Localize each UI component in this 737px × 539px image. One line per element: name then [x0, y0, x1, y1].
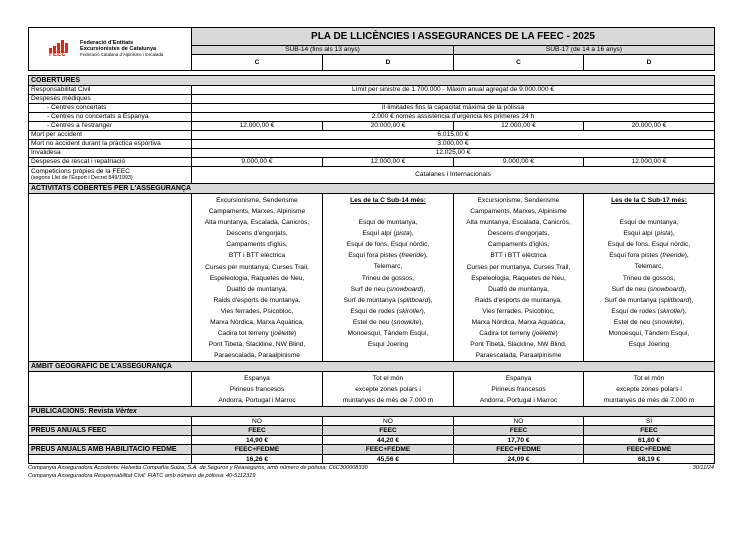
- activity-item: Curses per muntanya, Curses Trail,: [466, 263, 571, 271]
- activity-item: Paraescalada, Paraalpinisme: [475, 352, 562, 360]
- geo-sub14-d: [323, 372, 454, 407]
- activity-item: Surf de neu (snowboard),: [611, 285, 687, 293]
- activity-item: Esquí fora pistes (freeride),: [348, 252, 428, 260]
- section-ambit: ÀMBIT GEOGRÀFIC DE L'ASSEGURANÇA: [29, 362, 715, 372]
- preu-sub17-d: 61,80 €: [584, 436, 715, 445]
- activitats-label-empty: [29, 194, 192, 362]
- activity-item: Esquí de fons, Esquí nòrdic,: [346, 241, 430, 249]
- activity-item: Campaments d'iglús,: [487, 241, 550, 249]
- preus-head-sub14-c: FEEC: [192, 426, 323, 436]
- rescat-sub14-c: 9.000,00 €: [192, 158, 323, 167]
- preu-hab-sub14-c: 16,26 €: [192, 455, 323, 464]
- activity-item: Surf de muntanya (splitboard),: [343, 296, 433, 304]
- activity-item: Telemarc,: [634, 263, 664, 271]
- ambit-label-empty: [29, 372, 192, 407]
- preus-head-sub17-d: FEEC: [584, 426, 715, 436]
- preus-hab-head-sub14-d: FEEC+FEDME: [323, 445, 454, 455]
- preu-sub17-c: 17,70 €: [454, 436, 584, 445]
- geo-sub17-d: [584, 372, 715, 407]
- activity-item: Campaments d'iglús,: [226, 241, 288, 249]
- activity-item: Descens d'engorjats,: [487, 230, 550, 238]
- activities-sub17-c: [454, 194, 584, 362]
- row-label-mort-accident: Mort per accident: [29, 131, 192, 140]
- preus-hab-head-sub17-c: FEEC+FEDME: [454, 445, 584, 455]
- activity-item: BTT i BTT elèctrica: [490, 252, 547, 260]
- activities-d14-header: Les de la C Sub-14 més:: [350, 197, 426, 204]
- activity-item: Espeleologia, Raquetes de Neu,: [209, 274, 305, 282]
- geo-item: Tot el món: [372, 375, 404, 383]
- publicacions-title: Vèrtex: [115, 408, 137, 416]
- activity-item: Monoesquí, Tàndem Esquí,: [347, 330, 429, 338]
- geo-item: muntanyes de més de 7.000 m: [603, 397, 695, 405]
- rescat-sub17-d: 12.000,00 €: [584, 158, 715, 167]
- logo-line-1: Federació d'Entitats: [80, 40, 134, 46]
- geo-item: Andorra, Portugal i Marroc: [218, 397, 296, 405]
- activity-item: Curses per muntanya, Curses Trail,: [205, 263, 309, 271]
- row-label-centres-concertats: - Centres concertats: [29, 104, 192, 113]
- feec-logo-icon: [49, 39, 75, 59]
- geo-item: Pirineus francesos: [491, 386, 546, 394]
- activity-item: Marxa Nòrdica, Marxa Aquàtica,: [471, 319, 566, 327]
- estranger-sub14-d: 20.000,00 €: [323, 122, 454, 131]
- activity-item: Esquí fora pistes (freeride),: [609, 252, 689, 260]
- col-header-sub14-d: D: [323, 55, 454, 71]
- geo-item: Espanya: [244, 375, 270, 383]
- logo-line-3: Federació Catalana d'Alpinisme i Escalada: [80, 52, 164, 57]
- activity-item: Raids d'esports de muntanya,: [474, 296, 563, 304]
- invalidesa-value: 12.025,00 €: [192, 149, 715, 158]
- page-title: PLA DE LLICÈNCIES I ASSEGURANCES DE LA FEEC - 2025: [192, 28, 715, 46]
- activities-sub17-d: [584, 194, 715, 362]
- rescat-sub17-c: 9.000,00 €: [454, 158, 584, 167]
- geo-item: muntanyes de més de 7.000 m: [342, 397, 434, 405]
- activity-item: Raids d'esports de muntanya,: [213, 296, 301, 304]
- geo-sub14-c: [192, 372, 323, 407]
- feec-logo: [29, 32, 191, 66]
- activity-item: Surf de neu (snowboard),: [350, 285, 426, 293]
- geo-item: Tot el món: [633, 375, 665, 383]
- geo-item: excepte zones polars i: [616, 386, 682, 394]
- preu-sub14-c: 14,90 €: [192, 436, 323, 445]
- activity-item: Vies ferrades, Psicobloc,: [482, 307, 555, 315]
- row-label-invalidesa: Invalidesa: [29, 149, 192, 158]
- publicacions-label: PUBLICACIONS: Revista: [31, 408, 116, 416]
- centres-concertats-value: Il·limitades fins la capacitat màxima de la pòlissa: [192, 104, 715, 113]
- activity-item: Trineu de gossos,: [622, 274, 676, 282]
- col-header-sub17-d: D: [584, 55, 715, 71]
- activity-item: Campaments, Marxes, Alpinisme: [208, 208, 306, 216]
- competicions-label: Competicions pròpies de la FEEC: [31, 168, 130, 175]
- activity-item: Marxa Nòrdica, Marxa Aquàtica,: [210, 319, 304, 327]
- preu-hab-sub14-d: 45,56 €: [323, 455, 454, 464]
- preus-head-sub17-c: FEEC: [454, 426, 584, 436]
- col-header-sub17-c: C: [454, 55, 584, 71]
- geo-item: Espanya: [505, 375, 532, 383]
- activity-item: Trineu de gossos,: [361, 274, 415, 282]
- publicacions-sub17-c: NO: [454, 417, 584, 426]
- publicacions-sub17-d: SÍ: [584, 417, 715, 426]
- activity-item: Esquí Joering: [628, 341, 670, 349]
- activity-item: Pont Tibetà, Slackline, NW Blind,: [470, 341, 567, 349]
- activities-d17-header: Les de la C Sub-17 més:: [611, 197, 687, 204]
- activity-item: Telemarc,: [373, 263, 403, 271]
- activity-item: BTT i BTT elèctrica: [228, 252, 286, 260]
- activity-item: Esquí Joering: [367, 341, 409, 349]
- preus-label: PREUS ANUALS FEEC: [29, 426, 192, 436]
- section-cobertures: COBERTURES: [29, 76, 715, 86]
- geo-item: Pirineus francesos: [229, 386, 285, 394]
- row-label-rescat: Despeses de rescat i repatriació: [29, 158, 192, 167]
- activity-item: Esquí alpí (pista),: [623, 230, 675, 238]
- activity-item: Surf de muntanya (splitboard),: [604, 296, 694, 304]
- activity-item: Alta muntanya, Escalada, Canicròs,: [204, 219, 310, 227]
- mort-no-accident-value: 3.000,00 €: [192, 140, 715, 149]
- activity-item: Pont Tibetà, Slackline, NW Blind,: [208, 341, 306, 349]
- feec-logo-cell: [29, 28, 192, 71]
- activity-item: Estel de neu (snowkite),: [613, 318, 685, 326]
- estranger-sub17-c: 12.000,00 €: [454, 122, 584, 131]
- geo-item: Andorra, Portugal i Marroc: [479, 397, 558, 405]
- geo-item: excepte zones polars i: [355, 386, 421, 394]
- activity-item: Estel de neu (snowkite),: [352, 318, 424, 326]
- activity-item: Vies ferrades, Psicobloc,: [220, 307, 294, 315]
- activity-item: Espeleologia, Raquetes de Neu,: [471, 274, 566, 282]
- row-label-competicions: [29, 167, 192, 184]
- publicacions-sub14-c: NO: [192, 417, 323, 426]
- footer-date: 30/11/24: [692, 465, 714, 472]
- activity-item: Cadira tot terreny (joëlette): [217, 330, 297, 338]
- preus-hab-head-sub14-c: FEEC+FEDME: [192, 445, 323, 455]
- mort-accident-value: 6.015,00 €: [192, 131, 715, 140]
- activities-sub14-c: [192, 194, 323, 362]
- preus-hab-label: PREUS ANUALS AMB HABILITACIÓ FEDME: [29, 445, 192, 455]
- activity-item: Monoesquí, Tàndem Esquí,: [608, 330, 690, 338]
- preu-hab-sub17-d: 68,19 €: [584, 455, 715, 464]
- preus-hab-head-sub17-d: FEEC+FEDME: [584, 445, 715, 455]
- activity-item: Esquí de muntanya,: [358, 219, 418, 227]
- activity-item: Cadira tot terreny (joëlette): [479, 330, 558, 338]
- row-label-despeses-mediques: Despeses mèdiques: [29, 95, 192, 104]
- preus-head-sub14-d: FEEC: [323, 426, 454, 436]
- competicions-sublabel: (segons Llei de l'Esport i Decret 849/1993): [31, 175, 133, 181]
- geo-sub17-c: [454, 372, 584, 407]
- activity-item: Esquí de rodes (skiroller),: [611, 307, 687, 315]
- section-publicacions: [29, 407, 715, 417]
- activity-item: Duatló de muntanya,: [226, 285, 288, 293]
- row-label-centres-no-concertats: - Centres no concertats a Espanya: [29, 113, 192, 122]
- preu-sub14-d: 44,20 €: [323, 436, 454, 445]
- footer-accidents-insurer: Companyia Asseguradora Accidents: Helvetia Compañía Suiza, S.A. de Seguros y Reaseguros, amb número de pòlissa: C6C300008330: [28, 465, 368, 472]
- activity-item: Esquí de muntanya,: [619, 219, 679, 227]
- activity-item: Campaments, Marxes, Alpinisme: [470, 208, 567, 216]
- insurance-plan-sheet: [28, 27, 714, 480]
- estranger-sub17-d: 20.000,00 €: [584, 122, 715, 131]
- activities-sub14-d: [323, 194, 454, 362]
- centres-no-concertats-value: 2.000 € només assistència d'urgència les primeres 24 h: [192, 113, 715, 122]
- preu-hab-sub17-c: 24,09 €: [454, 455, 584, 464]
- activity-item: Esquí alpí (pista),: [362, 230, 414, 238]
- logo-line-2: Excursionistes de Catalunya: [80, 46, 157, 52]
- activity-item: Esquí de rodes (skiroller),: [350, 307, 426, 315]
- activity-item: Descens d'engorjats,: [226, 230, 288, 238]
- insurance-table: [28, 27, 715, 464]
- estranger-sub14-c: 12.000,00 €: [192, 122, 323, 131]
- group-sub14: SUB-14 (fins als 13 anys): [192, 46, 454, 55]
- activity-item: Excursionisme, Senderisme: [216, 197, 298, 204]
- row-label-centres-estranger: - Centres a l'estranger: [29, 122, 192, 131]
- row-label-resp-civil: Responsabilitat Civil: [29, 86, 192, 95]
- publicacions-sub14-d: NO: [323, 417, 454, 426]
- footer: [28, 464, 714, 480]
- activity-item: Paraescalada, Paraalpinisme: [214, 352, 300, 360]
- resp-civil-value: Límit per sinistre de 1.700.000 - Màxim anual agregat de 9.000.000 €: [192, 86, 715, 95]
- logo-word: FEEC: [49, 51, 67, 58]
- row-label-mort-no-accident: Mort no accident durant la pràctica esportiva: [29, 140, 192, 149]
- group-sub17: SUB-17 (de 14 a 16 anys): [454, 46, 715, 55]
- activity-item: Alta muntanya, Escalada, Canicròs,: [466, 219, 571, 227]
- activity-item: Excursionisme, Senderisme: [477, 197, 560, 204]
- col-header-sub14-c: C: [192, 55, 323, 71]
- activity-item: Esquí de fons, Esquí nòrdic,: [607, 241, 691, 249]
- footer-rc-insurer: Companyia Asseguradora Responsabilitat Civil: FIATC amb número de pòlissa: 40-5112319: [28, 473, 256, 480]
- rescat-sub14-d: 12.000,00 €: [323, 158, 454, 167]
- competicions-value: Catalanes i Internacionals: [192, 167, 715, 184]
- activity-item: Duatló de muntanya,: [488, 285, 549, 293]
- section-activitats: ACTIVITATS COBERTES PER L'ASSEGURANÇA: [29, 184, 715, 194]
